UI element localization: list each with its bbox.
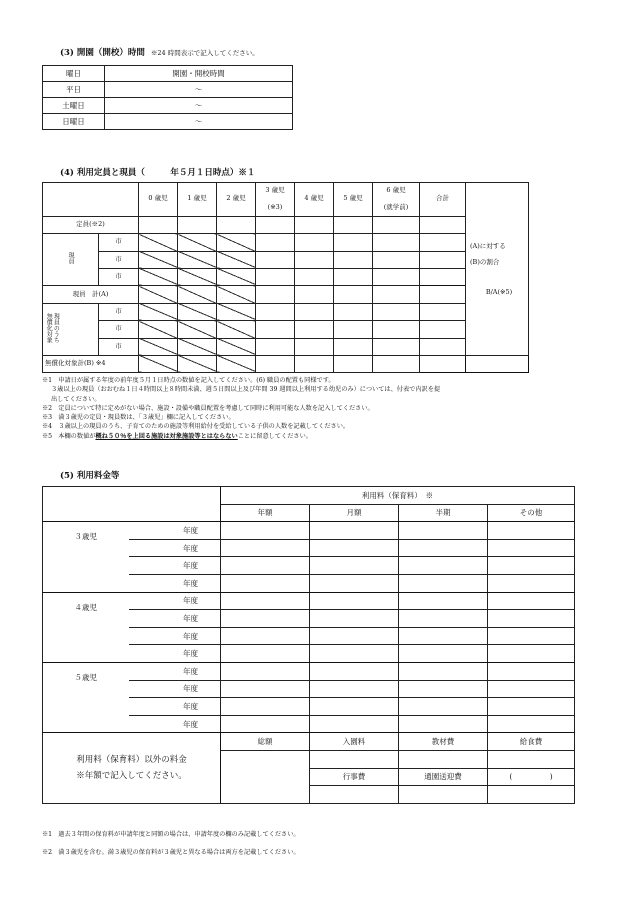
fee-cell[interactable] bbox=[221, 592, 310, 610]
diag-cell bbox=[217, 303, 256, 320]
city-label: 市 bbox=[99, 251, 139, 268]
free-total[interactable] bbox=[420, 303, 466, 320]
year-label: 年度 bbox=[129, 574, 221, 592]
fee-cell[interactable] bbox=[221, 680, 310, 698]
fee-cell[interactable] bbox=[310, 662, 399, 680]
diag-cell bbox=[139, 321, 178, 338]
col-total: 合計 bbox=[420, 183, 466, 217]
hours-saturday[interactable]: 〜 bbox=[105, 98, 293, 114]
other-col-meal: 給食費 bbox=[488, 733, 575, 751]
fee-cell[interactable] bbox=[310, 522, 399, 540]
fee-cell[interactable] bbox=[221, 539, 310, 557]
diag-cell bbox=[217, 234, 256, 251]
row-current-label: 現員 bbox=[43, 234, 99, 286]
age-4-label: ４歳児 bbox=[43, 592, 129, 662]
day-saturday: 土曜日 bbox=[43, 98, 105, 114]
fee-cell[interactable] bbox=[310, 627, 399, 645]
fee-cell[interactable] bbox=[310, 557, 399, 575]
note4-2: ※2 定員について特に定めがない場合、施設・設備や職員配置を考慮して同時に利用可能な人数を記入してください。 bbox=[42, 404, 374, 412]
fee-cell[interactable] bbox=[310, 539, 399, 557]
fee-cell[interactable] bbox=[310, 680, 399, 698]
fee-col-annual: 年額 bbox=[221, 504, 310, 522]
diag-cell bbox=[178, 355, 217, 372]
free-cell[interactable] bbox=[295, 338, 334, 355]
fee-col-other: その他 bbox=[488, 504, 575, 522]
diag-cell bbox=[178, 251, 217, 268]
row-current-total-label: 現員 計(A) bbox=[43, 286, 139, 303]
fee-cell[interactable] bbox=[399, 610, 488, 628]
diag-cell bbox=[139, 251, 178, 268]
other-col-entry: 入園料 bbox=[310, 733, 399, 751]
free-cell[interactable] bbox=[334, 303, 373, 320]
section4-notes bbox=[42, 376, 602, 441]
corner-cell bbox=[43, 183, 139, 217]
diag-cell bbox=[217, 268, 256, 285]
fee-cell[interactable] bbox=[221, 557, 310, 575]
other-col-custom[interactable]: ( ) bbox=[488, 768, 575, 786]
free-cell[interactable] bbox=[373, 303, 420, 320]
fee-cell[interactable] bbox=[221, 662, 310, 680]
cur-cell[interactable] bbox=[256, 234, 295, 251]
free-cell[interactable] bbox=[334, 338, 373, 355]
free-cell[interactable] bbox=[373, 338, 420, 355]
diag-cell bbox=[217, 251, 256, 268]
fee-cell[interactable] bbox=[488, 610, 575, 628]
fee-cell[interactable] bbox=[221, 610, 310, 628]
other-total-value[interactable] bbox=[221, 750, 310, 803]
note4-3: ※3 満３歳児の定員・現員数は、「３歳児」欄に記入してください。 bbox=[42, 414, 235, 422]
section5-title: (5) 利用料金等 bbox=[60, 471, 120, 481]
other-custom-value[interactable] bbox=[488, 786, 575, 804]
col-age6: 6 歳児 bbox=[373, 183, 420, 200]
freetotal-cell[interactable] bbox=[256, 355, 295, 372]
diag-cell bbox=[217, 286, 256, 303]
freetotal-sum[interactable] bbox=[420, 355, 466, 372]
fee-cell[interactable] bbox=[488, 592, 575, 610]
cur-cell[interactable] bbox=[373, 234, 420, 251]
fee-cell[interactable] bbox=[488, 680, 575, 698]
cap-3[interactable] bbox=[256, 216, 295, 233]
col-age3: 3 歳児 bbox=[256, 183, 295, 200]
year-label: 年度 bbox=[129, 522, 221, 540]
diag-cell bbox=[178, 303, 217, 320]
year-label: 年度 bbox=[129, 662, 221, 680]
free-cell[interactable] bbox=[256, 338, 295, 355]
diag-cell bbox=[217, 321, 256, 338]
fee-cell[interactable] bbox=[399, 698, 488, 716]
city-label: 市 bbox=[99, 234, 139, 251]
other-col-total: 総額 bbox=[221, 733, 310, 751]
diag-cell bbox=[139, 303, 178, 320]
fee-cell[interactable] bbox=[221, 627, 310, 645]
col-age4: 4 歳児 bbox=[295, 183, 334, 217]
diag-cell bbox=[139, 338, 178, 355]
free-cell[interactable] bbox=[256, 321, 295, 338]
age-5-label: ５歳児 bbox=[43, 662, 129, 732]
fee-cell[interactable] bbox=[310, 715, 399, 733]
header-day: 曜日 bbox=[43, 66, 105, 82]
note4-1b: ３歳以上の現員（おおむね１日４時間以上８時間未満、週５日間以上及び年間 39 週間以上利用する幼児のみ）については、付表で内訳を提 bbox=[51, 386, 441, 394]
total-sum[interactable] bbox=[420, 286, 466, 303]
note5-1: ※1 過去３年間の保育料が申請年度と同額の場合は、申請年度の欄のみ記載してください。 bbox=[42, 831, 300, 838]
fee-cell[interactable] bbox=[488, 645, 575, 663]
fee-cell[interactable] bbox=[399, 680, 488, 698]
year-label: 年度 bbox=[129, 610, 221, 628]
other-col-transport: 通園送迎費 bbox=[399, 768, 488, 786]
year-label: 年度 bbox=[129, 645, 221, 663]
free-cell[interactable] bbox=[373, 321, 420, 338]
fee-header: 利用料（保育料） ※ bbox=[221, 487, 575, 505]
city-label: 市 bbox=[99, 268, 139, 285]
cur-cell[interactable] bbox=[295, 234, 334, 251]
fee-cell[interactable] bbox=[488, 715, 575, 733]
fee-cell[interactable] bbox=[488, 574, 575, 592]
fee-cell[interactable] bbox=[399, 557, 488, 575]
free-cell[interactable] bbox=[334, 321, 373, 338]
note4-1: ※1 申請日が属する年度の前年度５月１日時点の数値を記入してください。(6) 職員の配置も同様です。 bbox=[42, 377, 335, 384]
diag-cell bbox=[139, 286, 178, 303]
cur-cell[interactable] bbox=[373, 251, 420, 268]
capacity-table bbox=[42, 182, 529, 373]
fee-cell[interactable] bbox=[399, 592, 488, 610]
fee-cell[interactable] bbox=[310, 592, 399, 610]
city-label: 市 bbox=[99, 303, 139, 320]
cur-cell[interactable] bbox=[295, 268, 334, 285]
cap-total[interactable] bbox=[420, 216, 466, 233]
header-hours: 開園・開校時間 bbox=[105, 66, 293, 82]
other-entry-value[interactable] bbox=[310, 750, 399, 768]
diag-cell bbox=[139, 355, 178, 372]
total-cell[interactable] bbox=[295, 286, 334, 303]
total-cell[interactable] bbox=[334, 286, 373, 303]
diag-cell bbox=[217, 355, 256, 372]
note4-4: ※4 ３歳以上の現員のうち、子育てのための施設等利用給付を受給している子供の人数を記載してください。 bbox=[42, 423, 350, 431]
col-age1: 1 歳児 bbox=[178, 183, 217, 217]
cap-0[interactable] bbox=[139, 216, 178, 233]
fee-cell[interactable] bbox=[310, 698, 399, 716]
other-meal-value[interactable] bbox=[488, 750, 575, 768]
fee-cell[interactable] bbox=[221, 522, 310, 540]
fee-cell[interactable] bbox=[399, 715, 488, 733]
fee-cell[interactable] bbox=[310, 574, 399, 592]
fee-cell[interactable] bbox=[399, 522, 488, 540]
free-total[interactable] bbox=[420, 338, 466, 355]
ratio-formula: B/A(※5) bbox=[485, 287, 513, 296]
fee-table bbox=[42, 486, 575, 804]
year-label: 年度 bbox=[129, 698, 221, 716]
note4-5: ※5 本欄の数値が概ね５０％を上回る施設は対象施設等とはならないことに留意してください。 bbox=[42, 432, 312, 440]
ratio-line1: (A)に対する bbox=[470, 241, 506, 250]
fee-col-monthly: 月額 bbox=[310, 504, 399, 522]
note4-5-emphasis: 概ね５０％を上回る施設は対象施設等とはならない bbox=[95, 432, 238, 440]
cap-6[interactable] bbox=[373, 216, 420, 233]
col-age0: 0 歳児 bbox=[139, 183, 178, 217]
diag-cell bbox=[178, 338, 217, 355]
cap-4[interactable] bbox=[295, 216, 334, 233]
cur-total[interactable] bbox=[420, 234, 466, 251]
year-label: 年度 bbox=[129, 592, 221, 610]
col-age5: 5 歳児 bbox=[334, 183, 373, 217]
diag-cell bbox=[178, 234, 217, 251]
col-age3-sub: (※3) bbox=[256, 199, 295, 216]
fee-cell[interactable] bbox=[399, 645, 488, 663]
cur-cell[interactable] bbox=[295, 251, 334, 268]
other-event-value[interactable] bbox=[310, 786, 399, 804]
col-age2: 2 歳児 bbox=[217, 183, 256, 217]
fee-cell[interactable] bbox=[221, 574, 310, 592]
day-sunday: 日曜日 bbox=[43, 114, 105, 130]
total-cell[interactable] bbox=[256, 286, 295, 303]
hours-sunday[interactable]: 〜 bbox=[105, 114, 293, 130]
section3-title: (3) 開園（開校）時間 ※24 時間表示で記入してください。 bbox=[60, 48, 259, 58]
note5-2: ※2 満３歳児を含む。満３歳児の保育料が３歳児と異なる場合は両方を記載してください。 bbox=[42, 849, 300, 856]
other-fee-label-1: 利用料（保育料）以外の料金 bbox=[76, 755, 187, 765]
fee-cell[interactable] bbox=[399, 574, 488, 592]
note4-1c: 出してください。 bbox=[51, 395, 101, 403]
diag-cell bbox=[217, 338, 256, 355]
cur-cell[interactable] bbox=[373, 268, 420, 285]
fee-cell[interactable] bbox=[221, 715, 310, 733]
cur-total-thick[interactable] bbox=[420, 268, 466, 285]
freetotal-cell[interactable] bbox=[295, 355, 334, 372]
fee-cell[interactable] bbox=[399, 662, 488, 680]
other-fee-label-2: ※年額で記入してください。 bbox=[76, 771, 187, 781]
ratio-line2: (B)の割合 bbox=[470, 257, 500, 266]
fee-cell[interactable] bbox=[310, 610, 399, 628]
other-col-event: 行事費 bbox=[310, 768, 399, 786]
other-material-value[interactable] bbox=[399, 750, 488, 768]
free-cell[interactable] bbox=[256, 303, 295, 320]
fee-col-half: 半期 bbox=[399, 504, 488, 522]
cap-5[interactable] bbox=[334, 216, 373, 233]
fee-corner bbox=[43, 487, 221, 522]
fee-cell[interactable] bbox=[488, 662, 575, 680]
fee-cell[interactable] bbox=[488, 698, 575, 716]
city-label: 市 bbox=[99, 338, 139, 355]
row-free-label: 無償化対象現員のうち bbox=[43, 303, 99, 355]
free-cell[interactable] bbox=[295, 303, 334, 320]
hours-weekday[interactable]: 〜 bbox=[105, 82, 293, 98]
other-transport-value[interactable] bbox=[399, 786, 488, 804]
fee-cell[interactable] bbox=[221, 645, 310, 663]
other-col-material: 教材費 bbox=[399, 733, 488, 751]
year-label: 年度 bbox=[129, 680, 221, 698]
fee-cell[interactable] bbox=[488, 539, 575, 557]
cur-cell[interactable] bbox=[334, 234, 373, 251]
section5-notes bbox=[42, 826, 602, 862]
fee-cell[interactable] bbox=[488, 557, 575, 575]
free-cell[interactable] bbox=[295, 321, 334, 338]
fee-cell[interactable] bbox=[399, 539, 488, 557]
cur-total[interactable] bbox=[420, 251, 466, 268]
cur-cell[interactable] bbox=[256, 251, 295, 268]
fee-cell[interactable] bbox=[310, 645, 399, 663]
fee-cell[interactable] bbox=[221, 698, 310, 716]
total-cell[interactable] bbox=[373, 286, 420, 303]
row-free-total-label: 無償化対象計(B) ※4 bbox=[43, 355, 139, 372]
fee-cell[interactable] bbox=[399, 627, 488, 645]
col-age6-sub: (就学前) bbox=[373, 199, 420, 216]
year-label: 年度 bbox=[129, 557, 221, 575]
year-label: 年度 bbox=[129, 539, 221, 557]
cap-1[interactable] bbox=[178, 216, 217, 233]
fee-cell[interactable] bbox=[488, 522, 575, 540]
freetotal-cell[interactable] bbox=[334, 355, 373, 372]
fee-cell[interactable] bbox=[488, 627, 575, 645]
freetotal-cell[interactable] bbox=[373, 355, 420, 372]
diag-cell bbox=[139, 268, 178, 285]
diag-cell bbox=[178, 321, 217, 338]
diag-cell bbox=[178, 268, 217, 285]
city-label: 市 bbox=[99, 321, 139, 338]
cur-cell[interactable] bbox=[256, 268, 295, 285]
diag-cell bbox=[178, 286, 217, 303]
age-3-label: ３歳児 bbox=[43, 522, 129, 592]
other-fee-label bbox=[43, 733, 221, 803]
free-total[interactable] bbox=[420, 321, 466, 338]
year-label: 年度 bbox=[129, 715, 221, 733]
diag-cell bbox=[139, 234, 178, 251]
year-label: 年度 bbox=[129, 627, 221, 645]
cur-cell[interactable] bbox=[334, 268, 373, 285]
cur-cell[interactable] bbox=[334, 251, 373, 268]
ratio-value[interactable] bbox=[466, 355, 529, 372]
opening-hours-table bbox=[42, 65, 293, 130]
ratio-cell bbox=[466, 183, 529, 356]
section3-note: ※24 時間表示で記入してください。 bbox=[150, 49, 259, 57]
cap-2[interactable] bbox=[217, 216, 256, 233]
row-capacity-label: 定員(※2) bbox=[43, 216, 139, 233]
section4-title: (4) 利用定員と現員（ 年５月１日時点）※１ bbox=[60, 168, 256, 178]
day-weekday: 平日 bbox=[43, 82, 105, 98]
